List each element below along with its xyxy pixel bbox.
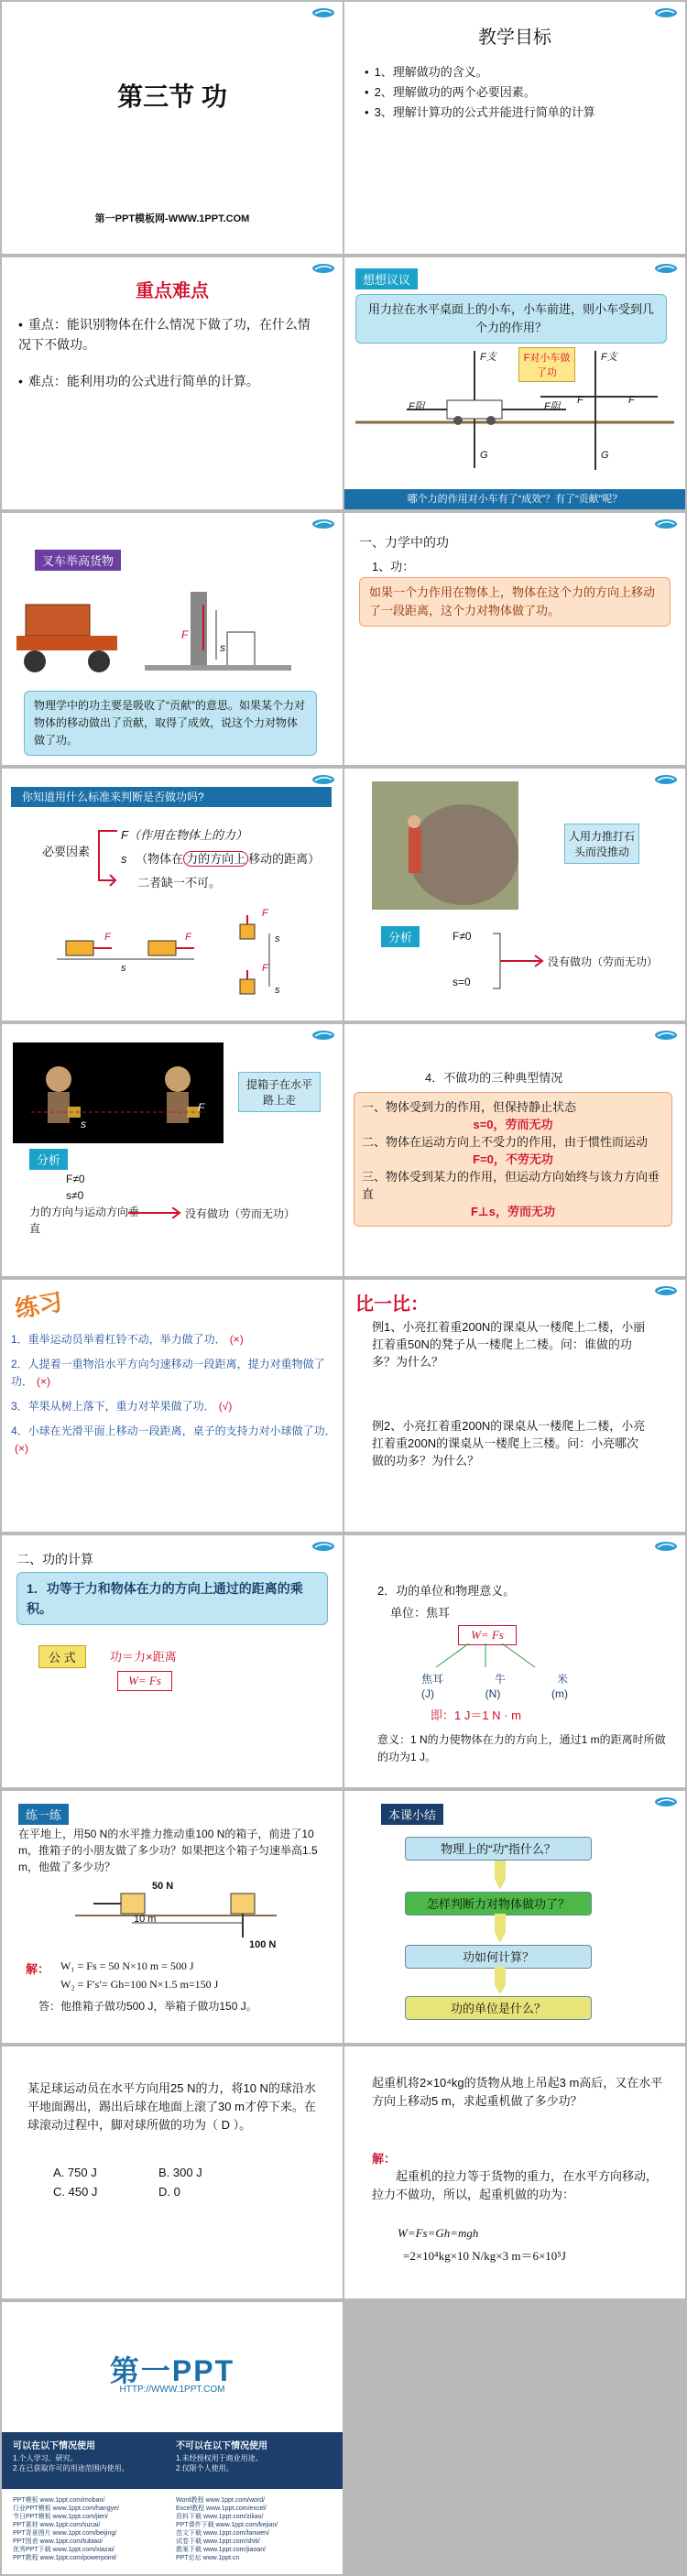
- distance-value: s≠0: [66, 1189, 84, 1202]
- logo-icon: [311, 263, 335, 274]
- link[interactable]: 行业PPT模板 www.1ppt.com/hangye/: [13, 2505, 119, 2512]
- bottom-banner: 哪个力的作用对小车有了“成效”？有了“贡献”呢？: [344, 489, 685, 509]
- force-label: F: [577, 395, 583, 406]
- example-para: 例1、小亮扛着重200N的课桌从一楼爬上二楼，小丽扛着重50N的凳子从一楼爬上二楼。问：谁做的功多？为什么？: [372, 1320, 646, 1369]
- answer-mark: (×): [15, 1442, 28, 1455]
- force-value: F≠0: [66, 1173, 85, 1185]
- distance-label: 10 m: [134, 1914, 157, 1925]
- unit-names: [421, 1671, 568, 1686]
- slide-key-points: [2, 257, 343, 509]
- logo-icon: [311, 1030, 335, 1041]
- force-label: F: [104, 932, 111, 943]
- slide-goals: [344, 2, 685, 254]
- slide-crane: [344, 2047, 685, 2298]
- case-result: s=0，劳而无功: [473, 1118, 553, 1131]
- analysis-tag: 分析: [381, 926, 420, 947]
- distance-label: s: [275, 985, 280, 996]
- cases-box: [354, 1092, 672, 1227]
- solution-label: 解：: [372, 2152, 397, 2166]
- case-text: 三、物体受到某力的作用，但运动方向始终与该力方向垂直: [362, 1170, 660, 1201]
- practice-badge: 练习: [13, 1287, 65, 1324]
- link[interactable]: PPT教程 www.1ppt.com/powerpoint/: [13, 2555, 117, 2561]
- footer-text: 第一PPT模板网-WWW.1PPT.COM: [94, 213, 250, 224]
- logo-icon: [654, 518, 678, 529]
- direction-note: 力的方向与运动方向垂直: [29, 1206, 140, 1235]
- logo-icon: [311, 774, 335, 785]
- formula-line: =2×10⁴kg×10 N/kg×3 m＝6×10⁵J: [403, 2249, 566, 2263]
- slide-push-rock: [344, 769, 685, 1021]
- formula-tag: 公 式: [38, 1645, 86, 1668]
- link[interactable]: 优秀PPT下载 www.1ppt.com/xiazai/: [13, 2547, 114, 2553]
- slide-work-def: [344, 513, 685, 765]
- force-label: F阻: [544, 401, 561, 412]
- question-box: 用力拉在水平桌面上的小车，小车前进，则小车受到几个力的作用？: [355, 294, 667, 344]
- force-factor: F（作用在物体上的力）: [121, 828, 247, 842]
- slide-title: [2, 2, 343, 254]
- distance-factor: [121, 849, 320, 867]
- unit-equation: [431, 1706, 521, 1723]
- point-list: [18, 314, 321, 391]
- section-heading: 一、力学中的功: [359, 535, 449, 550]
- force-label: F支: [601, 352, 617, 363]
- options-grid: [53, 2166, 264, 2199]
- push-examples: [57, 915, 286, 1007]
- analysis-tag: 分析: [29, 1149, 68, 1170]
- slide-work-calc: [2, 1535, 343, 1787]
- formula-text: 功＝力×距离: [110, 1650, 177, 1664]
- answer-text: 答：他推箱子做功500 J，举箱子做功150 J。: [38, 2000, 257, 2013]
- slide-exercise: [2, 1791, 343, 2043]
- formula-line: W=Fs=Gh=mgh: [398, 2226, 479, 2240]
- both-required: 二者缺一不可。: [137, 876, 222, 890]
- case-text: 一、物体受到力的作用，但保持静止状态: [362, 1100, 577, 1114]
- option-a: A. 750 J: [53, 2166, 97, 2179]
- link[interactable]: Excel教程 www.1ppt.com/excel/: [176, 2505, 267, 2512]
- meaning-text: 意义：1 N的力使物体在力的方向上，通过1 m的距离时所做的功为1 J。: [377, 1733, 666, 1763]
- allowed-title: 可以在以下情况使用: [13, 2441, 95, 2451]
- logo-icon: [311, 1541, 335, 1552]
- links-right: [176, 2496, 332, 2562]
- forklift-illustration: [7, 577, 319, 687]
- logo-icon: [654, 774, 678, 785]
- goal-item: • 2、理解做功的两个必要因素。: [365, 82, 676, 103]
- link[interactable]: 节日PPT模板 www.1ppt.com/jieri/: [13, 2514, 108, 2520]
- slide-summary: [344, 1791, 685, 2043]
- answer-mark: (√): [218, 1400, 233, 1413]
- brace-arrow: [491, 930, 546, 994]
- point-item: • 难点：能利用功的公式进行简单的计算。: [18, 371, 321, 391]
- disallowed-line: 2.仅限个人使用。: [176, 2464, 234, 2472]
- link[interactable]: PPT图表 www.1ppt.com/tubiao/: [13, 2538, 104, 2545]
- box-push-diagram: [75, 1879, 277, 1952]
- cart-force-diagram: [355, 342, 674, 479]
- answer-mark: (×): [37, 1375, 51, 1388]
- solution-label: 解：: [26, 1962, 50, 1976]
- link[interactable]: 资料下载 www.1ppt.com/ziliao/: [176, 2514, 264, 2520]
- practice-item: [11, 1398, 337, 1415]
- link[interactable]: PPT背景图片 www.1ppt.com/beijing/: [13, 2530, 117, 2537]
- logo-icon: [654, 1030, 678, 1041]
- result-text: 没有做功（劳而无功）: [548, 955, 659, 968]
- slide-compare: [344, 1280, 685, 1532]
- slide-heading: 重点难点: [136, 281, 209, 301]
- force-label: 50 N: [152, 1881, 174, 1892]
- problem-text: 起重机将2×10⁴kg的货物从地上吊起3 m高后，又在水平方向上移动5 m，求起重机做了多少功？: [372, 2076, 663, 2108]
- unit-joule: 焦耳: [421, 1673, 444, 1686]
- slide-no-work-cases: [344, 1024, 685, 1276]
- section-tag: 本课小结: [381, 1804, 443, 1825]
- link[interactable]: PPT课件下载 www.1ppt.com/kejian/: [176, 2522, 278, 2528]
- goal-item: • 1、理解做功的含义。: [365, 62, 676, 82]
- allowed-line: 2.在已获取许可的用途范围内使用。: [13, 2464, 129, 2472]
- bracket-arrow: [93, 827, 121, 891]
- force-label: F: [262, 963, 268, 974]
- section-tag: 练一练: [18, 1804, 69, 1825]
- point-item: • 重点：能识别物体在什么情况下做了功，在什么情况下不做功。: [18, 314, 321, 355]
- case-result: F⊥s，劳而无功: [470, 1205, 556, 1218]
- solution-line: W₁ = Fs = 50 N×10 m = 500 J: [60, 1959, 194, 1972]
- link[interactable]: PPT论坛 www.1ppt.cn: [176, 2555, 240, 2561]
- slide-heading: 2．功的单位和物理意义。: [377, 1584, 516, 1598]
- carry-illustration: [13, 1042, 224, 1143]
- unit-meter: 米: [556, 1673, 568, 1686]
- slide-think: [344, 257, 685, 509]
- unit-symbol: (J): [421, 1687, 434, 1700]
- unit-connectors: [427, 1643, 546, 1671]
- distance-text: 移动的距离）: [248, 852, 321, 866]
- slide-heading: 比一比：: [355, 1294, 429, 1315]
- case-result: F=0，不劳无功: [473, 1152, 553, 1166]
- callout-box: 提箱子在水平路上走: [238, 1072, 321, 1112]
- logo-icon: [654, 7, 678, 18]
- links-left: [13, 2496, 169, 2562]
- summary-step: 物理上的“功”指什么？: [405, 1837, 592, 1861]
- problem-text: 某足球运动员在水平方向用25 N的力，将10 N的球沿水平地面踢出，踢出后球在地面上滚了30 m才停下来。在球滚动过程中，脚对球所做的功为（ D ）。: [27, 2081, 316, 2132]
- practice-item: [11, 1423, 337, 1457]
- force-label: F: [181, 628, 189, 641]
- section-heading: 二、功的计算: [16, 1552, 93, 1566]
- logo-icon: [654, 1541, 678, 1552]
- logo-icon: [311, 518, 335, 529]
- force-label: F: [185, 932, 191, 943]
- factors-label: 必要因素: [42, 845, 91, 858]
- banner: 你知道用什么标准来判断是否做功吗?: [11, 787, 332, 807]
- slide-carry-box: [2, 1024, 343, 1276]
- summary-step: 怎样判断力对物体做功了？: [405, 1892, 592, 1916]
- distance-label: s: [81, 1118, 86, 1130]
- direction-circle: 力的方向上: [183, 851, 248, 867]
- definition-box: 1．功等于力和物体在力的方向上通过的距离的乘积。: [16, 1572, 328, 1625]
- slide-heading: 4．不做功的三种典型情况: [425, 1071, 563, 1085]
- goal-list: [365, 62, 676, 123]
- rock-photo: [372, 781, 518, 910]
- slide-criteria: [2, 769, 343, 1021]
- force-label: F: [262, 908, 268, 919]
- link[interactable]: 试卷下载 www.1ppt.com/shiti/: [176, 2538, 260, 2545]
- section-tag: 想想议议: [355, 268, 418, 289]
- link[interactable]: PPT素材 www.1ppt.com/sucai/: [13, 2522, 101, 2528]
- summary-step: 功的单位是什么？: [405, 1996, 592, 2020]
- disallowed-usage: [176, 2438, 332, 2473]
- analysis-lines: [29, 1171, 139, 1237]
- callout-box: F对小车做了功: [518, 347, 575, 382]
- distance-text: （物体在: [136, 852, 184, 866]
- solution-text: 起重机的拉力等于货物的重力，在水平方向移动，拉力不做功，所以，起重机做的功为：: [372, 2169, 659, 2201]
- link[interactable]: PPT模板 www.1ppt.com/moban/: [13, 2497, 105, 2504]
- answer-mark: (×): [229, 1333, 244, 1346]
- slide-football: [2, 2047, 343, 2298]
- brand-logo: 第一PPT: [109, 2354, 235, 2387]
- link[interactable]: Word教程 www.1ppt.com/word/: [176, 2497, 266, 2504]
- summary-step: 功如何计算？: [405, 1945, 592, 1969]
- option-b: B. 300 J: [158, 2166, 202, 2179]
- brand-url: HTTP://WWW.1PPT.COM: [119, 2385, 225, 2395]
- unit-symbol: (m): [551, 1687, 568, 1700]
- distance-label: s: [220, 641, 225, 654]
- disallowed-title: 不可以在以下情况使用: [176, 2441, 267, 2451]
- practice-item: [11, 1331, 337, 1348]
- distance-label: s: [275, 933, 280, 944]
- unit-text: 单位：焦耳: [390, 1606, 451, 1620]
- distance-value: s=0: [453, 976, 471, 988]
- example-para: 例2、小亮扛着重200N的课桌从一楼爬上二楼，小亮扛着重200N的课桌从一楼爬上三楼。问：小亮哪次做的功多？为什么？: [372, 1419, 646, 1468]
- formula-box: W= Fs: [117, 1671, 172, 1691]
- equation-text: 即：1 J＝1 N · m: [431, 1708, 521, 1722]
- slide-brand: [2, 2302, 343, 2574]
- slide-practice: [2, 1280, 343, 1532]
- sub-heading: 1、功：: [372, 560, 415, 573]
- logo-icon: [311, 7, 335, 18]
- logo-icon: [654, 1796, 678, 1807]
- slide-forklift: [2, 513, 343, 765]
- practice-text: 3．苹果从树上落下，重力对苹果做了功．: [11, 1400, 215, 1413]
- allowed-line: 1.个人学习、研究。: [13, 2454, 78, 2462]
- link[interactable]: 范文下载 www.1ppt.com/fanwen/: [176, 2530, 269, 2537]
- callout-box: 人用力推打石头而没推动: [564, 824, 639, 864]
- page-title: 第三节 功: [117, 82, 227, 111]
- force-label: F阻: [409, 401, 425, 412]
- formula-box: W= Fs: [458, 1625, 517, 1645]
- distance-label: s: [121, 963, 126, 974]
- definition-box: 如果一个力作用在物体上，物体在这个力的方向上移动了一段距离，这个力对物体做了功。: [359, 577, 671, 627]
- force-label: F: [628, 395, 635, 406]
- allowed-usage: [13, 2438, 169, 2473]
- unit-symbol: (N): [485, 1687, 501, 1700]
- link[interactable]: 教案下载 www.1ppt.com/jiaoan/: [176, 2547, 267, 2553]
- practice-text: 4．小球在光滑平面上移动一段距离，桌子的支持力对小球做了功．: [11, 1424, 336, 1437]
- force-label: F支: [480, 352, 496, 363]
- solution-line: W₂ = F′s′= Gh=100 N×1.5 m=150 J: [60, 1978, 219, 1991]
- case-text: 二、物体在运动方向上不受力的作用，由于惯性而运动: [362, 1135, 649, 1149]
- force-label: G: [601, 450, 609, 461]
- unit-symbols: [421, 1687, 568, 1700]
- flow-arrows: [491, 1861, 509, 2016]
- distance-symbol: s: [121, 852, 127, 866]
- slide-unit: [344, 1535, 685, 1787]
- force-label: F: [198, 1101, 205, 1114]
- practice-text: 2．人提着一重物沿水平方向匀速移动一段距离，提力对重物做了功．: [11, 1358, 325, 1388]
- practice-text: 1．重举运动员举着杠铃不动，举力做了功．: [11, 1333, 226, 1346]
- weight-label: 100 N: [249, 1939, 277, 1950]
- usage-band: [2, 2432, 343, 2489]
- practice-list: [11, 1331, 337, 1457]
- unit-newton: 牛: [494, 1673, 506, 1686]
- result-arrow: [128, 1207, 183, 1218]
- section-tag: 叉车举高货物: [35, 550, 121, 571]
- force-value: F≠0: [453, 930, 472, 943]
- disallowed-line: 1.未经授权用于商业用途。: [176, 2454, 263, 2462]
- option-d: D. 0: [158, 2185, 180, 2199]
- result-text: 没有做功（劳而无功）: [185, 1207, 296, 1220]
- slide-heading: 教学目标: [478, 27, 551, 48]
- practice-item: [11, 1356, 337, 1391]
- logo-icon: [654, 263, 678, 274]
- problem-text: 在平地上，用50 N的水平推力推动重100 N的箱子，前进了10 m，推箱子的小朋友做了多少功？如果把这个箱子匀速举高1.5 m，他做了多少功？: [18, 1828, 318, 1873]
- goal-item: • 3、理解计算功的公式并能进行简单的计算: [365, 103, 676, 123]
- option-c: C. 450 J: [53, 2185, 98, 2199]
- logo-icon: [654, 1285, 678, 1296]
- force-label: G: [480, 450, 488, 461]
- explanation-box: 物理学中的功主要是吸收了“贡献”的意思。如果某个力对物体的移动做出了贡献，取得了成效，说这个力对物体做了功。: [24, 691, 317, 756]
